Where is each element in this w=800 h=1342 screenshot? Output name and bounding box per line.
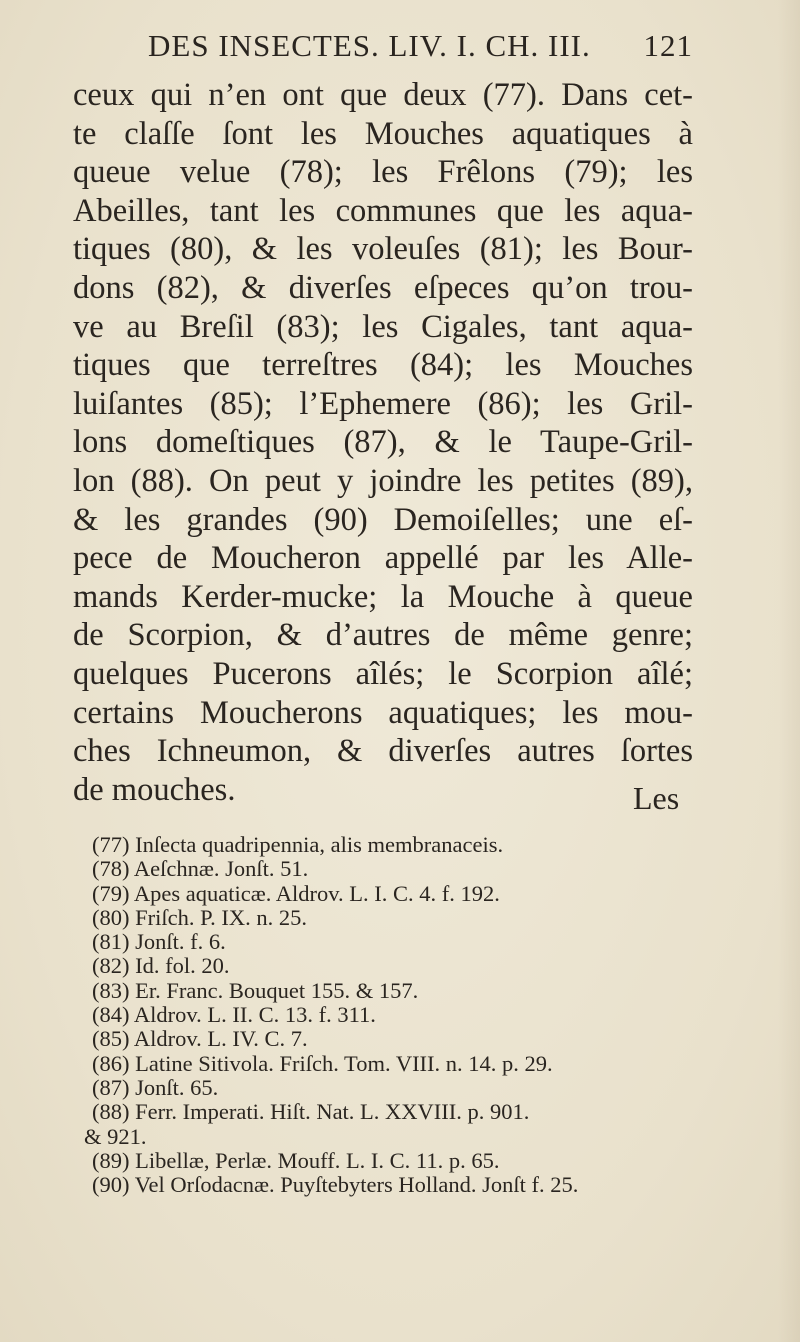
body-line: ceux qui n’en ont que deux (77). Dans cet- <box>73 77 693 113</box>
footnote: (77) Inſecta quadripennia, alis membranaceis. <box>92 833 504 857</box>
body-line: ve au Breſil (83); les Cigales, tant aqua- <box>73 308 693 345</box>
footnote: (83) Er. Franc. Bouquet 155. & 157. <box>92 978 419 1003</box>
body-line: queue velue (78); les Frêlons (79); les <box>73 154 693 191</box>
body-line: lon (88). On peut y joindre les petites (89), <box>73 462 693 499</box>
footnote: (90) Vel Orſodacnæ. Puyſtebyters Holland. Jonſt f. 25. <box>92 1173 579 1198</box>
body-line: mands Kerder-mucke; la Mouche à queue <box>73 578 693 615</box>
footnote: (87) Jonſt. 65. <box>92 1075 219 1100</box>
footnote: (79) Apes aquaticæ. Aldrov. L. I. C. 4. f. 192. <box>92 881 500 906</box>
footnote: (81) Jonſt. f. 6. <box>92 930 226 955</box>
body-line: dons (82), & diverſes eſpeces qu’on trou- <box>73 269 693 306</box>
body-line: certains Moucherons aquatiques; les mou- <box>73 694 693 731</box>
body-line: Abeilles, tant les communes que les aqua- <box>73 192 693 229</box>
body-line: de mouches. <box>73 771 236 808</box>
footnote: (78) Aeſchnæ. Jonſt. 51. <box>92 857 309 882</box>
footnote: (84) Aldrov. L. II. C. 13. f. 311. <box>92 1003 376 1028</box>
body-line: tiques que terreſtres (84); les Mouches <box>73 347 693 384</box>
footnote: (85) Aldrov. L. IV. C. 7. <box>92 1027 308 1052</box>
running-title: DES INSECTES. LIV. I. CH. III. <box>148 28 591 63</box>
body-line: pece de Moucheron appellé par les Alle- <box>73 540 693 577</box>
footnote-continuation: & 921. <box>84 1124 147 1149</box>
body-line: luiſantes (85); l’Ephemere (86); les Gril- <box>73 385 693 422</box>
footnote: (88) Ferr. Imperati. Hiſt. Nat. L. XXVIII. p. 901. <box>92 1100 530 1125</box>
body-line: quelques Pucerons aîlés; le Scorpion aîlé; <box>73 655 693 692</box>
footnotes <box>84 833 692 1198</box>
body-line: lons domeſtiques (87), & le Taupe-Gril- <box>73 424 693 461</box>
page-edge-shadow <box>778 0 800 1342</box>
footnote: (80) Friſch. P. IX. n. 25. <box>92 905 307 930</box>
body-line: ches Ichneumon, & diverſes autres ſortes <box>73 733 693 770</box>
body-text <box>73 76 693 809</box>
page-number: 121 <box>643 28 693 63</box>
footnote: (86) Latine Sitivola. Friſch. Tom. VIII. n. 14. p. 29. <box>92 1051 553 1076</box>
body-line: tiques (80), & les voleuſes (81); les Bour- <box>73 231 693 268</box>
body-line: de Scorpion, & d’autres de même genre; <box>73 617 693 654</box>
body-line: te claſſe ſont les Mouches aquatiques à <box>73 115 693 152</box>
catchword: Les <box>633 780 680 816</box>
running-header <box>148 28 693 64</box>
footnote: (82) Id. fol. 20. <box>92 954 230 979</box>
footnote: (89) Libellæ, Perlæ. Mouff. L. I. C. 11. p. 65. <box>92 1148 500 1173</box>
body-line: & les grandes (90) Demoiſelles; une eſ- <box>73 501 693 538</box>
